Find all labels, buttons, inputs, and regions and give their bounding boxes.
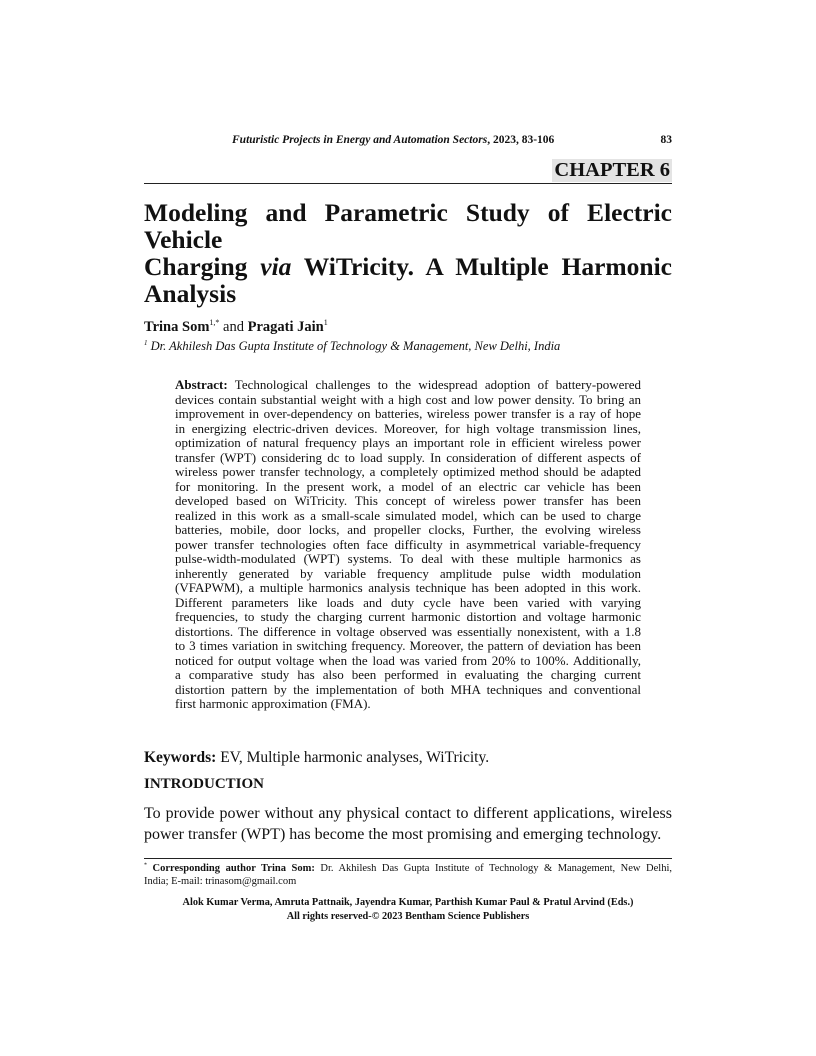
page-number: 83 xyxy=(660,134,672,146)
abstract-text: distortion pattern by the implementation of both MHA techniques and conventional xyxy=(175,681,641,697)
abstract-line xyxy=(175,567,641,582)
publisher-info xyxy=(144,896,672,924)
chapter-label: CHAPTER 6 xyxy=(554,159,670,181)
copyright-line: All rights reserved-© 2023 Bentham Science Publishers xyxy=(286,910,530,922)
author-conjunction: and xyxy=(219,319,248,335)
footnote-line xyxy=(144,862,672,875)
abstract-text: inherently generated by variable frequency amplitude pulse width modulation xyxy=(175,565,641,581)
title-text: Charging xyxy=(144,252,248,281)
abstract-text: realized in this work as a small-scale simulated model, which can be used to charge xyxy=(175,507,641,523)
introduction-paragraph xyxy=(144,803,672,845)
abstract-line xyxy=(175,509,641,524)
abstract-text: distortions. The difference in voltage observed was essentially nonexistent, with a 1.8 xyxy=(175,623,641,639)
abstract-text: in energizing electric-driven devices. Moreover, for high voltage transmission lines, xyxy=(175,420,641,436)
abstract-line xyxy=(175,538,641,553)
abstract-text: power transfer technologies often face difficulty in asymmetrical variable-frequency xyxy=(175,536,641,552)
abstract-text: for monitoring. In the present work, a model of an electric car vehicle has been xyxy=(175,478,641,494)
title-line: Modeling and Parametric Study of Electric Vehicle xyxy=(144,198,672,254)
section-heading: INTRODUCTION xyxy=(144,775,265,792)
abstract-line xyxy=(175,378,641,393)
affiliation-text: Dr. Akhilesh Das Gupta Institute of Technology & Management, New Delhi, India xyxy=(147,339,561,353)
abstract-line xyxy=(175,697,641,712)
paragraph-line: power transfer (WPT) has become the most promising and emerging technology. xyxy=(144,825,662,843)
abstract-line xyxy=(175,639,641,654)
affiliation-mark: 1 xyxy=(144,338,148,347)
abstract-line xyxy=(175,407,641,422)
abstract-label: Abstract: xyxy=(175,377,228,392)
keywords xyxy=(144,749,672,767)
abstract-line xyxy=(175,581,641,596)
footnote xyxy=(144,862,672,888)
abstract-text: first harmonic approximation (FMA). xyxy=(175,696,371,711)
abstract-line xyxy=(175,393,641,408)
abstract-text: developed based on WiTricity. This concept of wireless power transfer has been xyxy=(175,493,641,508)
keywords-text: EV, Multiple harmonic analyses, WiTricity. xyxy=(216,748,490,766)
footnote-label: Corresponding author Trina Som: xyxy=(147,862,315,874)
abstract-text: Technological challenges to the widespread adoption of battery-powered xyxy=(227,377,641,392)
document-page xyxy=(144,132,672,924)
author-name: Pragati Jain xyxy=(247,319,324,335)
abstract-text: frequencies, to study the charging current harmonic distortion and voltage harmonic xyxy=(175,609,641,624)
abstract-text: Different parameters like loads and duty cycle have been varied with varying xyxy=(175,594,641,610)
author-name: Trina Som xyxy=(144,319,210,335)
abstract-text: to 3 times variation in switching frequency. Moreover, the pattern of deviation has been xyxy=(175,638,641,653)
affiliation xyxy=(144,339,672,354)
abstract-text: noticed for output voltage when the load was varied from 20% to 100%. Additionally, xyxy=(175,652,641,668)
footnote-divider xyxy=(144,858,672,859)
chapter-row xyxy=(144,159,672,183)
abstract-text: a comparative study has also been performed in evaluating the charging current xyxy=(175,667,641,682)
author-affiliation-mark: 1 xyxy=(323,318,328,328)
journal-citation xyxy=(232,132,554,148)
keywords-label: Keywords: xyxy=(144,748,217,766)
abstract-line xyxy=(175,436,641,451)
abstract-text: optimization of natural frequency plays an important role in efficient wireless power xyxy=(175,435,641,450)
abstract-text: devices contain substantial weight with a high cost and low power density. To bring an xyxy=(175,391,641,407)
abstract-line xyxy=(175,596,641,611)
abstract-line xyxy=(175,494,641,509)
journal-name: Futuristic Projects in Energy and Automation Sectors xyxy=(232,134,488,146)
abstract-line xyxy=(175,451,641,466)
abstract-line xyxy=(175,552,641,567)
abstract-line xyxy=(175,610,641,625)
chapter-divider xyxy=(144,183,672,184)
abstract-line xyxy=(175,465,641,480)
abstract-line xyxy=(175,625,641,640)
title-line: Analysis xyxy=(144,279,237,308)
year-pages: , 2023, 83-106 xyxy=(487,134,555,146)
page-title xyxy=(144,199,672,307)
footnote-line: India; E-mail: trinasom@gmail.com xyxy=(144,875,297,887)
footnote-mark: * xyxy=(144,862,147,868)
abstract-line xyxy=(175,654,641,669)
abstract-text: pulse-width-modulated (WPT) systems. To deal with these multiple harmonics as xyxy=(175,551,641,566)
running-header xyxy=(144,132,672,148)
abstract-text: wireless power transfer technology, a completely optimized method should be adapted xyxy=(175,464,641,479)
abstract xyxy=(175,378,641,712)
title-italic-via: via xyxy=(260,252,292,281)
abstract-text: (VFAPWM), a multiple harmonics analysis technique has been adopted in this work. xyxy=(175,580,641,595)
paragraph-line: To provide power without any physical contact to different applications, wireless xyxy=(144,804,672,822)
editors-line: Alok Kumar Verma, Amruta Pattnaik, Jayendra Kumar, Parthish Kumar Paul & Pratul Arvind (Eds.) xyxy=(182,896,634,908)
abstract-text: batteries, mobile, door locks, and propeller clocks, Further, the evolving wireless xyxy=(175,522,641,537)
abstract-line xyxy=(175,422,641,437)
title-line xyxy=(144,253,672,280)
abstract-line xyxy=(175,668,641,683)
abstract-text: transfer (WPT) considering dc to load supply. In consideration of different aspects of xyxy=(175,449,641,465)
abstract-text: improvement in over-dependency on batteries, wireless power transfer is a ray of hope xyxy=(175,406,641,421)
author-affiliation-mark: 1,* xyxy=(209,318,220,328)
abstract-line xyxy=(175,683,641,698)
title-text: WiTricity. A Multiple Harmonic xyxy=(303,252,672,281)
footnote-text: Dr. Akhilesh Das Gupta Institute of Technology & Management, New Delhi, xyxy=(314,862,672,874)
abstract-line xyxy=(175,523,641,538)
abstract-line xyxy=(175,480,641,495)
author-list xyxy=(144,319,672,336)
